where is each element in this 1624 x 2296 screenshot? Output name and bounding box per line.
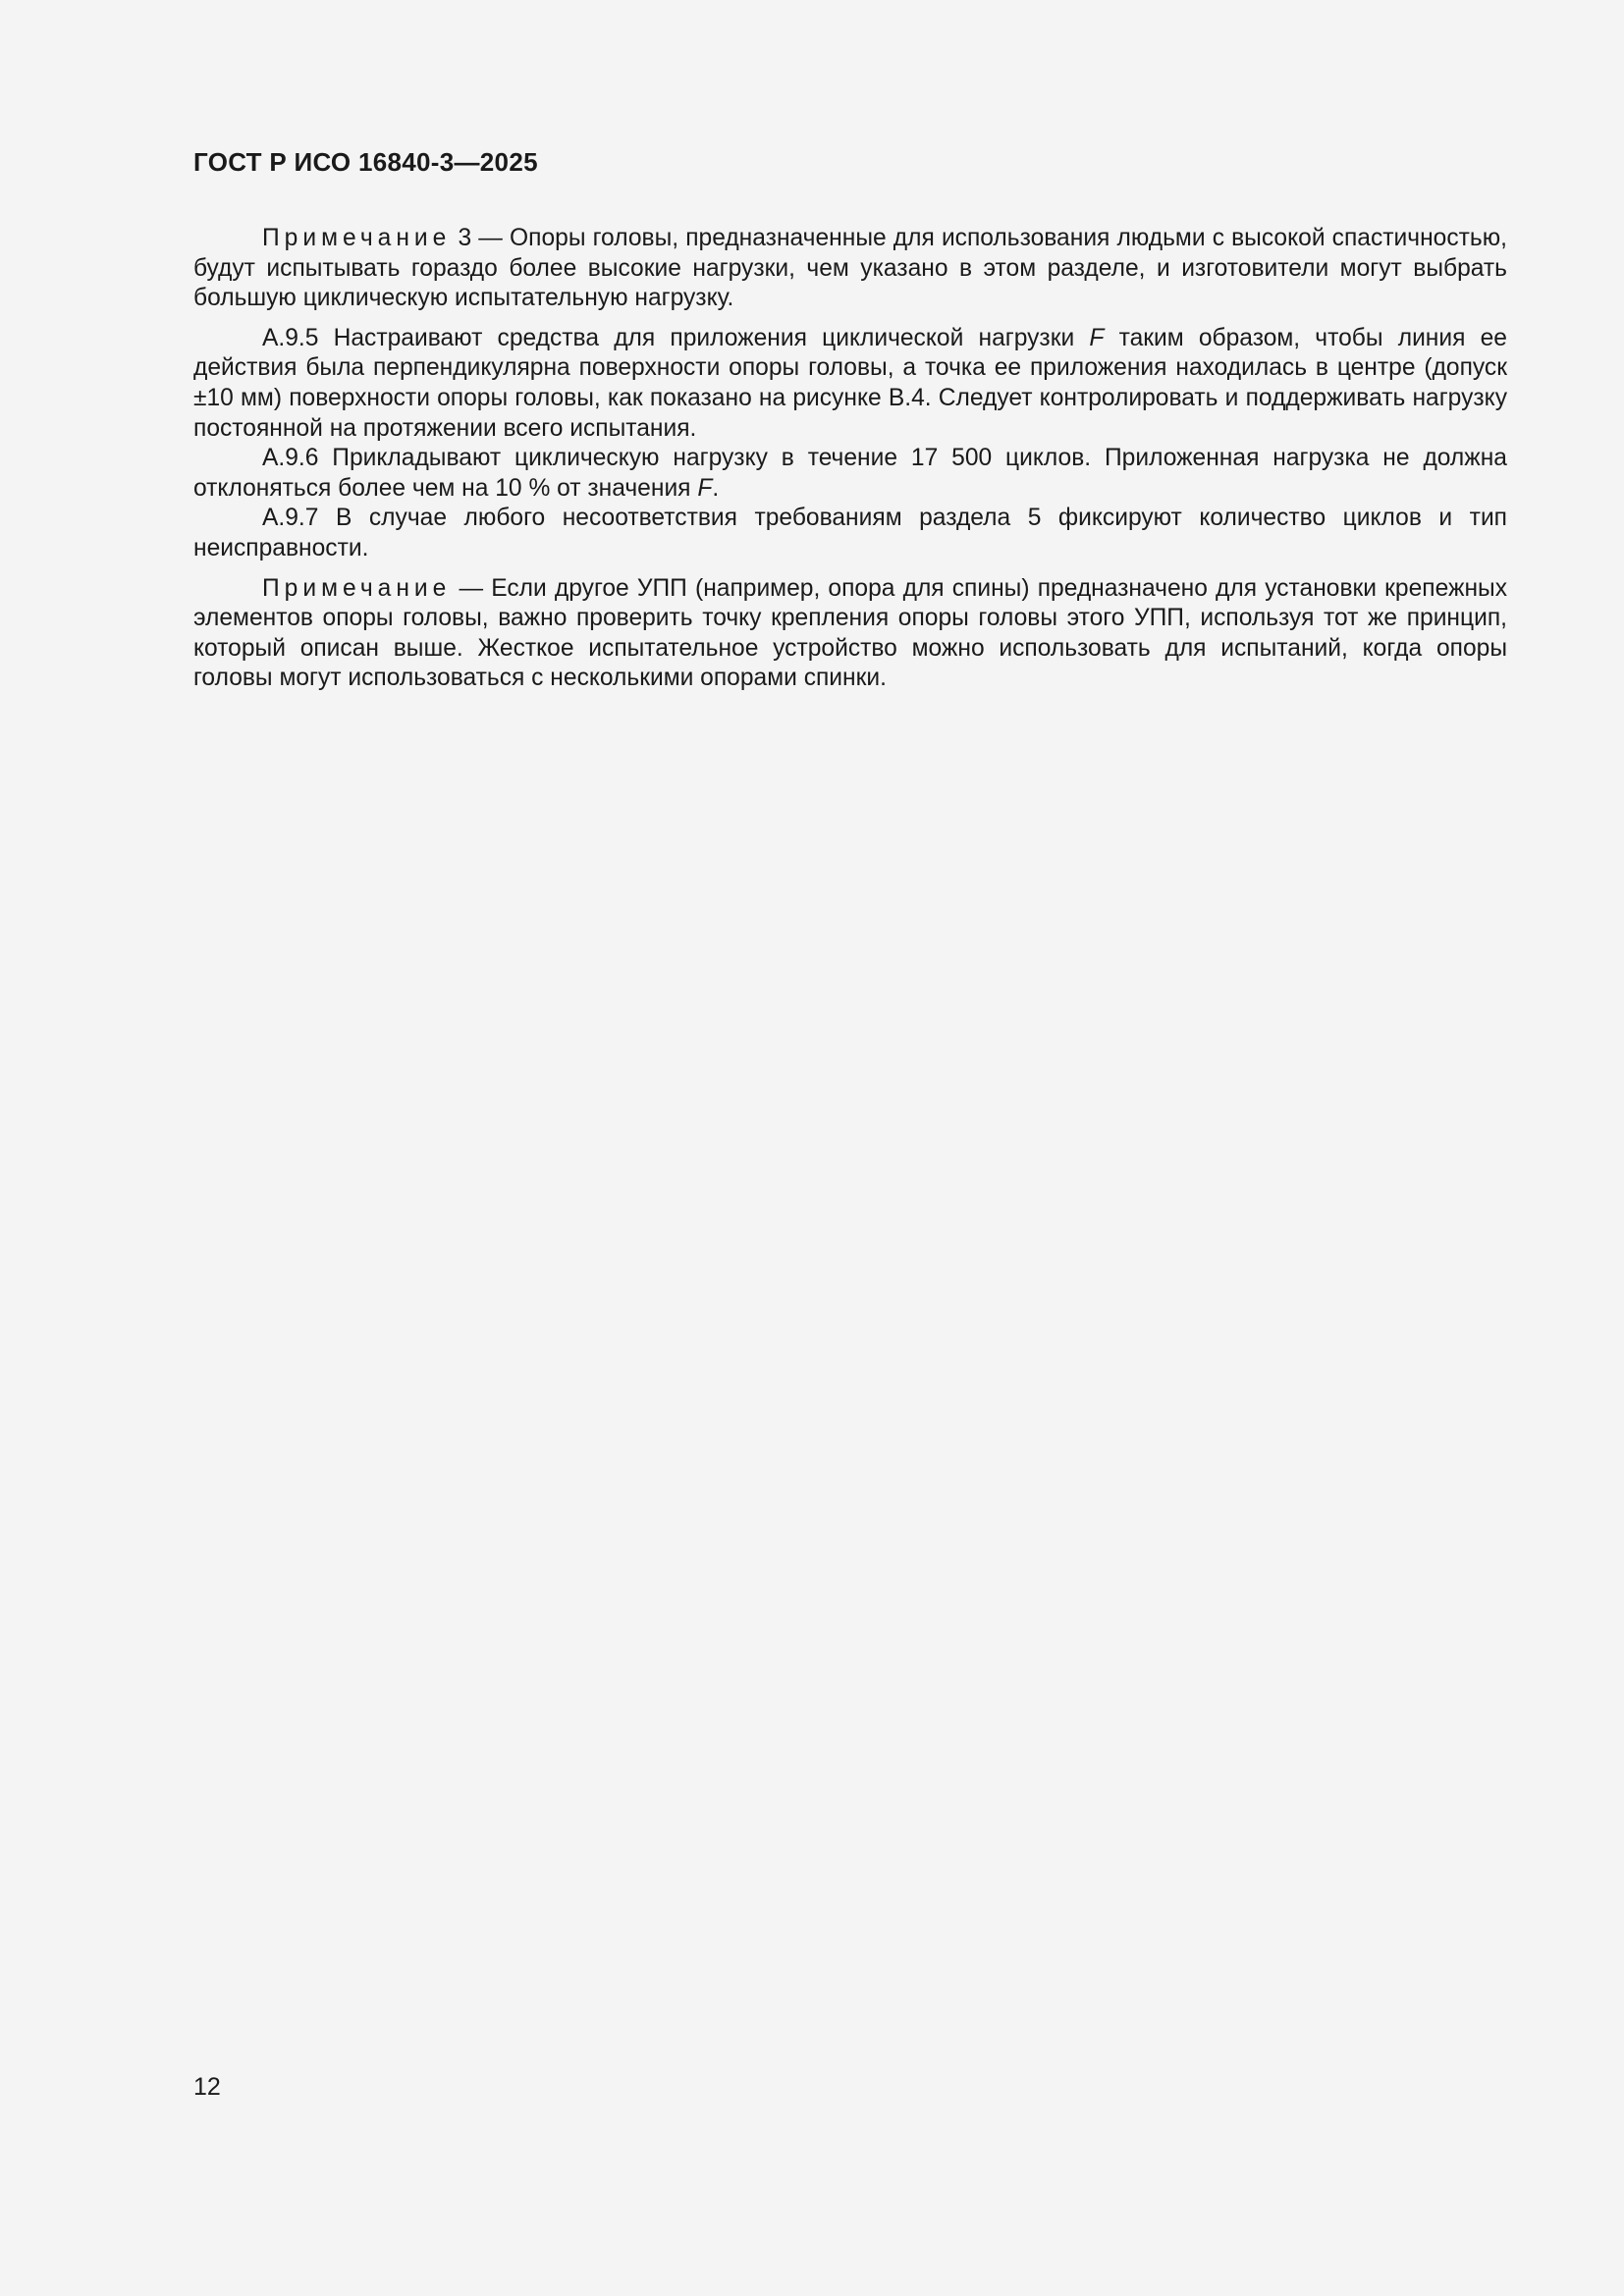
clause-a96-text-start: А.9.6 Прикладывают циклическую нагрузку в течение 17 500 циклов. Приложенная нагрузка не должна отклоняться более чем на 10 % от значения	[193, 445, 1507, 502]
note-3-text: 3 — Опоры головы, предназначенные для использования людьми с высокой спастичностью, будут испытывать гораздо более высокие нагрузки, чем указано в этом разделе, и изготовители могут выбрать большую циклическую испытательную нагрузку.	[193, 225, 1508, 312]
note-label: Примечание	[262, 225, 452, 251]
clause-a97-text: А.9.7 В случае любого несоответствия требованиям раздела 5 фиксируют количество циклов и тип неисправности.	[193, 505, 1507, 561]
document-body	[193, 224, 1507, 694]
clause-a97	[193, 504, 1507, 563]
note-3-paragraph	[193, 224, 1507, 314]
note-label: Примечание	[262, 574, 452, 602]
note-final-text: — Если другое УПП (например, опора для спины) предназначено для установки крепежных элементов опоры головы, важно проверить точку крепления опоры головы этого УПП, используя тот же принцип, который описан выше. Жесткое испытательное устройство можно использовать для испытаний, когда опоры головы могут использоваться с несколькими опорами спинки.	[193, 574, 1507, 692]
clause-a96	[193, 444, 1507, 504]
clause-a95-text-end: таким образом, чтобы линия ее действия была перпендикулярна поверхности опоры головы, а точка ее приложения находилась в центре (допуск ±10 мм) поверхности опоры головы, как показано на рисунке В.4. Следует контролировать и поддерживать нагрузку постоянной на протяжении всего испытания.	[193, 324, 1507, 442]
clause-a95	[193, 324, 1507, 444]
note-final-paragraph	[193, 574, 1507, 694]
force-variable: F	[1089, 324, 1105, 351]
page-number: 12	[193, 2073, 221, 2101]
document-header: ГОСТ Р ИСО 16840-3—2025	[193, 147, 538, 177]
force-variable: F	[697, 474, 713, 502]
clause-a95-text-start: А.9.5 Настраивают средства для приложения циклической нагрузки	[262, 324, 1090, 351]
clause-a96-text-end: .	[712, 474, 720, 502]
